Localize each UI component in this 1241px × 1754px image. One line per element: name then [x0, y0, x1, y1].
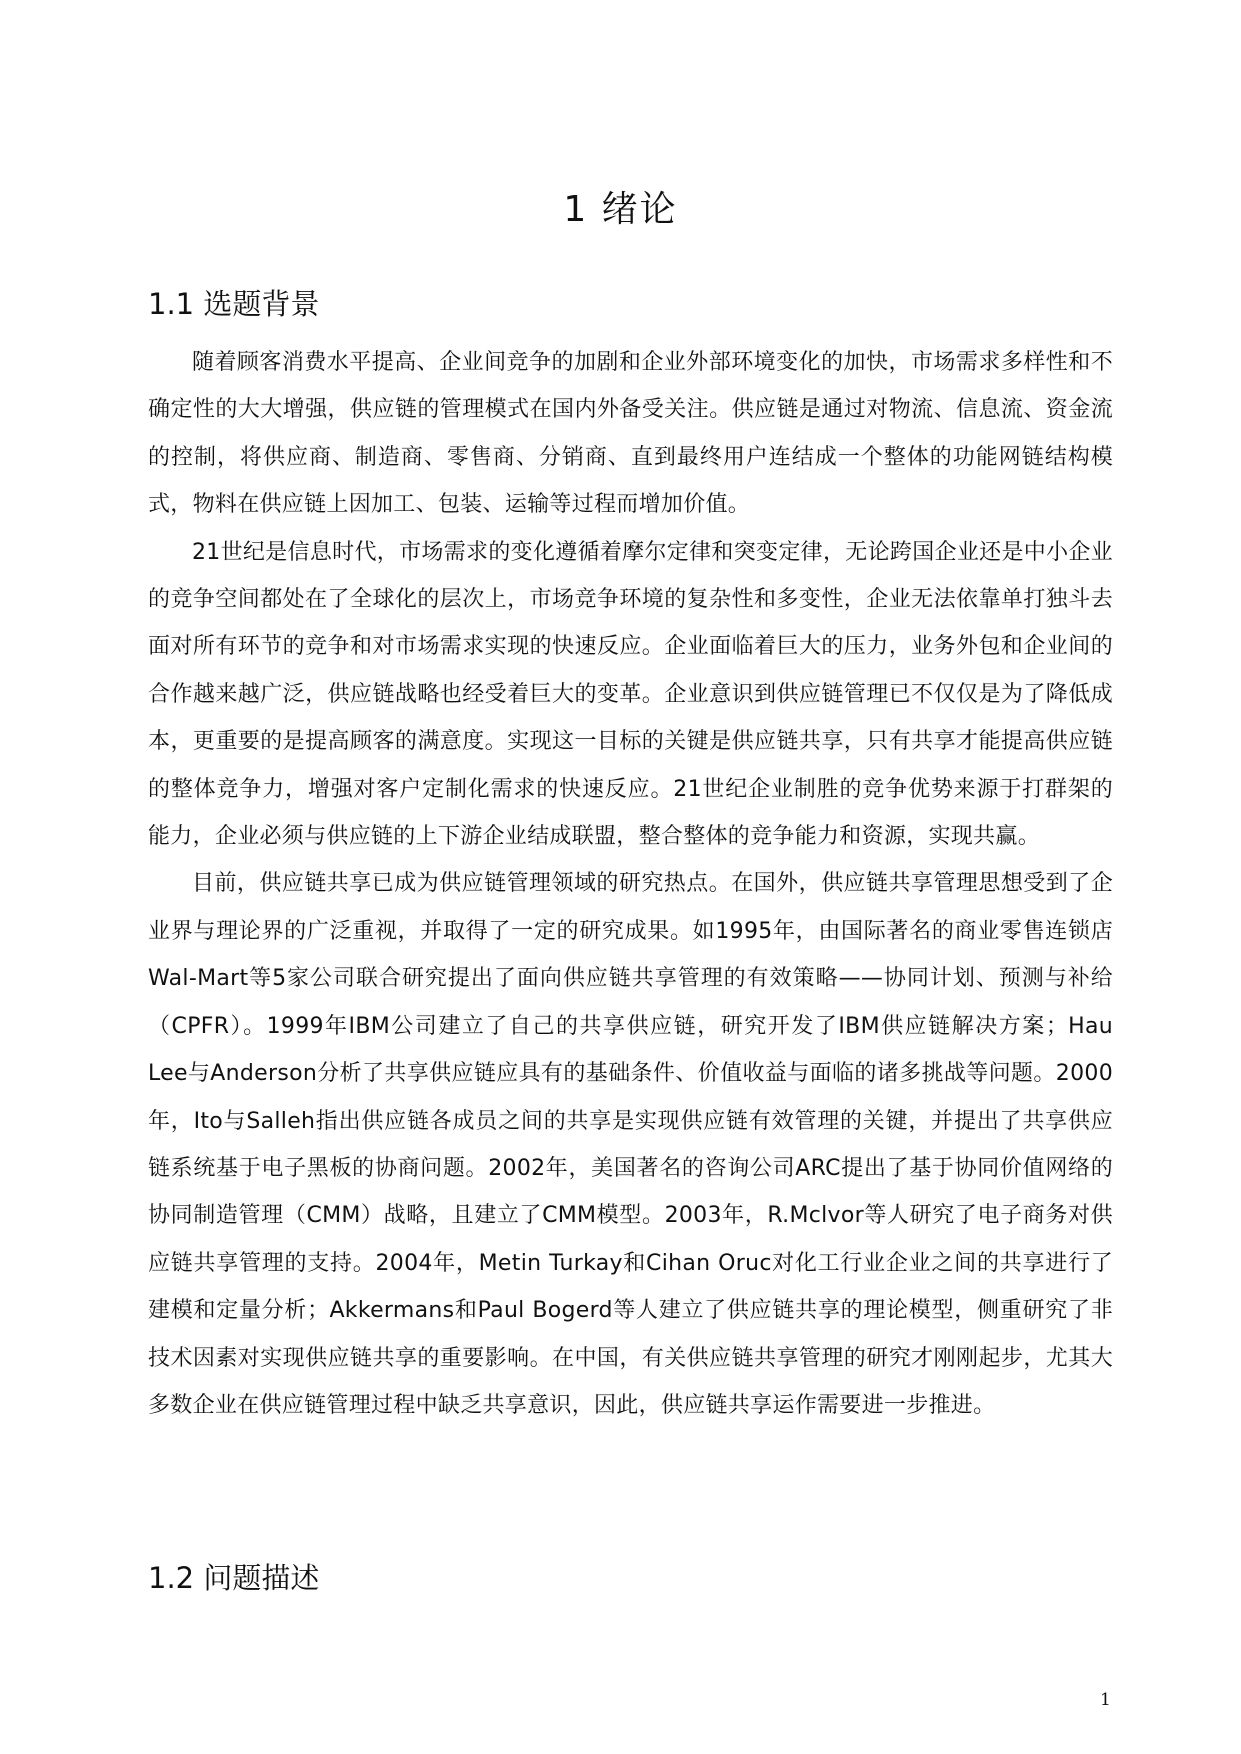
paragraph: 目前，供应链共享已成为供应链管理领域的研究热点。在国外，供应链共享管理思想受到了企业界与理论界的广泛重视，并取得了一定的研究成果。如1995年，由国际著名的商业零售连锁店Wal-Mart等5家公司联合研究提出了面向供应链共享管理的有效策略——协同计划、预测与补给（CPFR）。1999年IBM公司建立了自己的共享供应链，研究开发了IBM供应链解决方案；Hau Lee与Anderson分析了共享供应链应具有的基础条件、价值收益与面临的诸多挑战等问题。2000年，Ito与Salleh指出供应链各成员之间的共享是实现供应链有效管理的关键，并提出了共享供应链系统基于电子黑板的协商问题。2002年，美国著名的咨询公司ARC提出了基于协同价值网络的协同制造管理（CMM）战略，且建立了CMM模型。2003年，R.Mclvor等人研究了电子商务对供应链共享管理的支持。2004年，Metin Turkay和Cihan Oruc对化工行业企业之间的共享进行了建模和定量分析；Akkermans和Paul Bogerd等人建立了供应链共享的理论模型，侧重研究了非技术因素对实现供应链共享的重要影响。在中国，有关供应链共享管理的研究才刚刚起步，尤其大多数企业在供应链管理过程中缺乏共享意识，因此，供应链共享运作需要进一步推进。	[148, 871, 1113, 1418]
section-heading-background: 1.1 选题背景	[148, 287, 320, 321]
section-body-background	[148, 339, 1113, 1429]
paragraph: 21世纪是信息时代，市场需求的变化遵循着摩尔定律和突变定律，无论跨国企业还是中小企业的竞争空间都处在了全球化的层次上，市场竞争环境的复杂性和多变性，企业无法依靠单打独斗去面对所有环节的竞争和对市场需求实现的快速反应。企业面临着巨大的压力，业务外包和企业间的合作越来越广泛，供应链战略也经受着巨大的变革。企业意识到供应链管理已不仅仅是为了降低成本，更重要的是提高顾客的满意度。实现这一目标的关键是供应链共享，只有共享才能提高供应链的整体竞争力，增强对客户定制化需求的快速反应。21世纪企业制胜的竞争优势来源于打群架的能力，企业必须与供应链的上下游企业结成联盟，整合整体的竞争能力和资源，实现共赢。	[148, 539, 1113, 850]
paragraph: 随着顾客消费水平提高、企业间竞争的加剧和企业外部环境变化的加快，市场需求多样性和不确定性的大大增强，供应链的管理模式在国内外备受关注。供应链是通过对物流、信息流、资金流的控制，将供应商、制造商、零售商、分销商、直到最终用户连结成一个整体的功能网链结构模式，物料在供应链上因加工、包装、运输等过程而增加价值。	[148, 350, 1113, 518]
page-number: 1	[1100, 1690, 1111, 1710]
chapter-title: 1 绪论	[563, 189, 678, 230]
section-heading-problem: 1.2 问题描述	[148, 1561, 320, 1595]
